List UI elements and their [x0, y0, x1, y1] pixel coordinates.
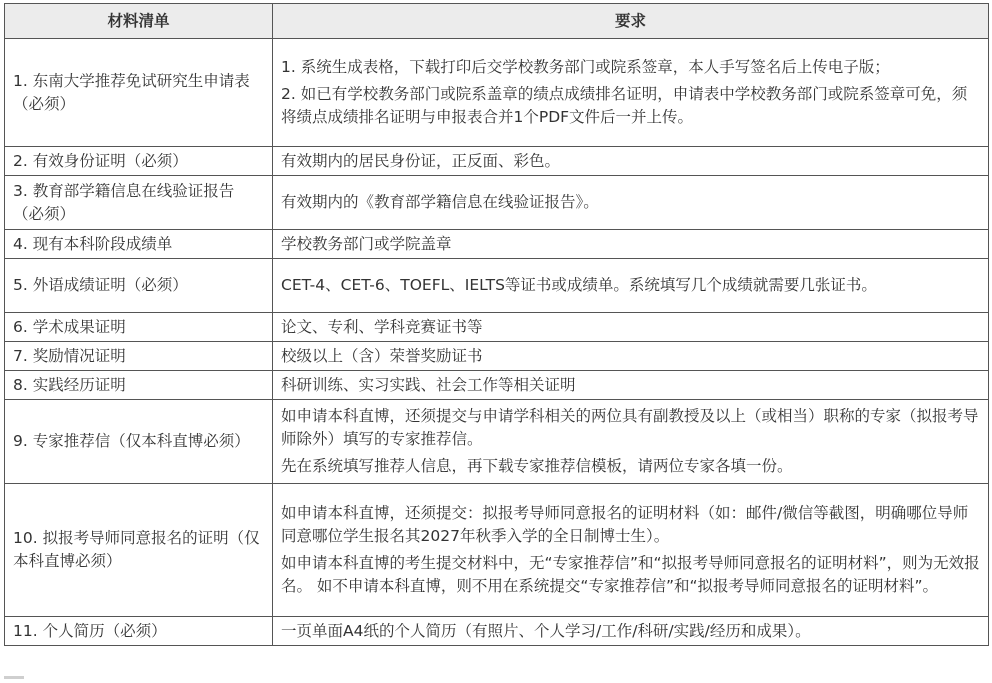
- requirement-cell: [273, 313, 989, 342]
- material-item: 11. 个人简历（必须）: [5, 617, 273, 646]
- table-row: [5, 313, 989, 342]
- header-materials: 材料清单: [5, 4, 273, 39]
- requirement-cell: [273, 176, 989, 230]
- requirement-cell: [273, 617, 989, 646]
- material-item: 10. 拟报考导师同意报名的证明（仅本科直博必须）: [5, 484, 273, 617]
- table-row: [5, 371, 989, 400]
- requirement-text: 先在系统填写推荐人信息，再下载专家推荐信模板，请两位专家各填一份。: [281, 457, 793, 475]
- requirement-cell: [273, 371, 989, 400]
- table-header-row: [5, 4, 989, 39]
- material-item: 3. 教育部学籍信息在线验证报告（必须）: [5, 176, 273, 230]
- requirement-text: 一页单面A4纸的个人简历（有照片、个人学习/工作/科研/实践/经历和成果）。: [281, 621, 811, 640]
- table-row: [5, 176, 989, 230]
- material-item: 2. 有效身份证明（必须）: [5, 147, 273, 176]
- table-row: [5, 230, 989, 259]
- materials-table: [4, 3, 989, 646]
- cropped-footer-text: [4, 676, 24, 679]
- table-row: [5, 39, 989, 147]
- requirement-cell: [273, 147, 989, 176]
- header-requirements: 要求: [273, 4, 989, 39]
- table-row: [5, 259, 989, 313]
- material-item: 8. 实践经历证明: [5, 371, 273, 400]
- requirement-text: 学校教务部门或学院盖章: [281, 234, 452, 253]
- table-row: [5, 484, 989, 617]
- table-row: [5, 400, 989, 484]
- table-row: [5, 617, 989, 646]
- material-item: 1. 东南大学推荐免试研究生申请表（必须）: [5, 39, 273, 147]
- requirement-cell: [273, 400, 989, 484]
- material-item: 4. 现有本科阶段成绩单: [5, 230, 273, 259]
- material-item: 6. 学术成果证明: [5, 313, 273, 342]
- requirement-text: 论文、专利、学科竞赛证书等: [281, 317, 483, 336]
- requirement-text: 如申请本科直博，还须提交与申请学科相关的两位具有副教授及以上（或相当）职称的专家（拟报考导师除外）填写的专家推荐信。: [281, 407, 979, 448]
- requirement-cell: [273, 342, 989, 371]
- requirement-text: 校级以上（含）荣誉奖励证书: [281, 346, 483, 365]
- requirement-text: CET-4、CET-6、TOEFL、IELTS等证书或成绩单。系统填写几个成绩就需要几张证书。: [281, 276, 877, 294]
- requirement-cell: [273, 230, 989, 259]
- table-row: [5, 342, 989, 371]
- requirement-text: 2. 如已有学校教务部门或院系盖章的绩点成绩排名证明，申请表中学校教务部门或院系签章可免，须将绩点成绩排名证明与申报表合并1个PDF文件后一并上传。: [281, 85, 968, 126]
- requirement-text: 有效期内的《教育部学籍信息在线验证报告》。: [281, 193, 599, 211]
- requirement-text: 1. 系统生成表格，下载打印后交学校教务部门或院系签章，本人手写签名后上传电子版；: [281, 58, 890, 76]
- requirement-text: 如申请本科直博，还须提交：拟报考导师同意报名的证明材料（如：邮件/微信等截图，明确哪位导师同意哪位学生报名其2027年秋季入学的全日制博士生）。: [281, 504, 969, 545]
- material-item: 5. 外语成绩证明（必须）: [5, 259, 273, 313]
- table-row: [5, 147, 989, 176]
- material-item: 7. 奖励情况证明: [5, 342, 273, 371]
- material-item: 9. 专家推荐信（仅本科直博必须）: [5, 400, 273, 484]
- requirement-text: 科研训练、实习实践、社会工作等相关证明: [281, 375, 576, 394]
- requirement-text: 如申请本科直博的考生提交材料中，无“专家推荐信”和“拟报考导师同意报名的证明材料”，则为无效报名。 如不申请本科直博，则不用在系统提交“专家推荐信”和“拟报考导师同意报名的证明材料”。: [281, 554, 980, 595]
- requirement-text: 有效期内的居民身份证，正反面、彩色。: [281, 151, 561, 170]
- requirement-cell: [273, 259, 989, 313]
- requirement-cell: [273, 484, 989, 617]
- requirement-cell: [273, 39, 989, 147]
